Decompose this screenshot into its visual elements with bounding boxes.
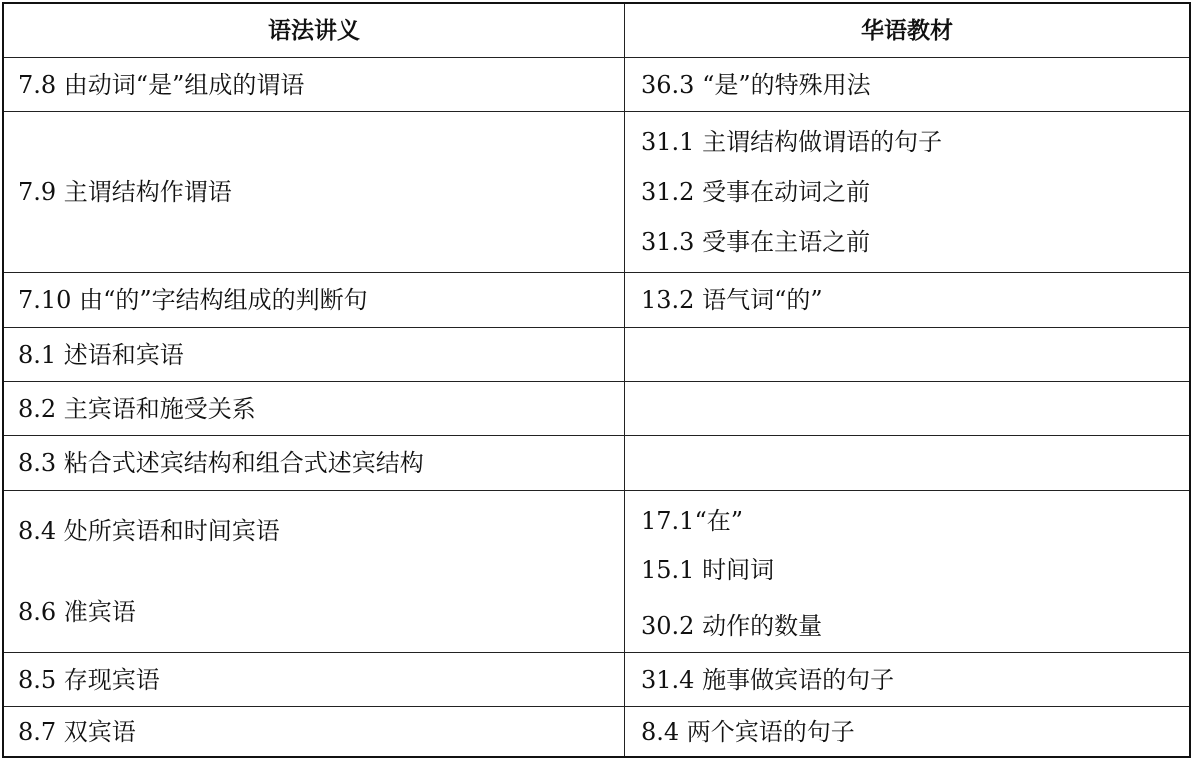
table-row — [4, 112, 1189, 273]
right-cell — [625, 491, 1189, 652]
table-row — [4, 653, 1189, 707]
left-cell: 7.8 由动词“是”组成的谓语 — [4, 58, 625, 111]
right-cell-empty — [625, 382, 1189, 435]
table-row — [4, 436, 1189, 491]
left-cell: 7.9 主谓结构作谓语 — [4, 112, 625, 272]
right-cell: 31.4 施事做宾语的句子 — [641, 665, 895, 694]
left-cell: 8.1 述语和宾语 — [4, 328, 625, 381]
table-row — [4, 273, 1189, 328]
grammar-comparison-table — [2, 2, 1191, 758]
left-cell — [4, 491, 625, 652]
right-cell-empty — [625, 328, 1189, 381]
table-row — [4, 382, 1189, 436]
table-row — [4, 707, 1189, 756]
table-row — [4, 58, 1189, 112]
left-cell-line: 8.6 准宾语 — [18, 598, 136, 626]
right-cell: 8.4 两个宾语的句子 — [641, 717, 855, 746]
header-cell-chinese-textbook: 华语教材 — [861, 17, 953, 44]
right-cell: 13.2 语气词“的” — [641, 286, 823, 314]
table-row — [4, 328, 1189, 382]
left-cell: 8.2 主宾语和施受关系 — [4, 382, 625, 435]
left-cell: 8.3 粘合式述宾结构和组合式述宾结构 — [4, 436, 625, 490]
right-cell-line: 31.2 受事在动词之前 — [641, 178, 871, 206]
right-cell-empty — [625, 436, 1189, 490]
right-cell-line: 31.1 主谓结构做谓语的句子 — [641, 128, 943, 156]
right-cell — [625, 112, 1189, 272]
right-cell-line: 17.1“在” — [641, 507, 743, 535]
table-row — [4, 491, 1189, 653]
right-cell-line: 15.1 时间词 — [641, 556, 775, 584]
table-header-row — [4, 4, 1189, 58]
left-cell: 8.7 双宾语 — [4, 707, 625, 756]
right-cell: 36.3 “是”的特殊用法 — [641, 70, 871, 99]
right-cell-line: 31.3 受事在主语之前 — [641, 228, 871, 256]
left-cell-line: 8.4 处所宾语和时间宾语 — [18, 517, 280, 545]
right-cell-line: 30.2 动作的数量 — [641, 612, 823, 640]
left-cell: 7.10 由“的”字结构组成的判断句 — [4, 273, 625, 327]
header-cell-grammar-lectures: 语法讲义 — [4, 4, 625, 57]
left-cell: 8.5 存现宾语 — [4, 653, 625, 706]
